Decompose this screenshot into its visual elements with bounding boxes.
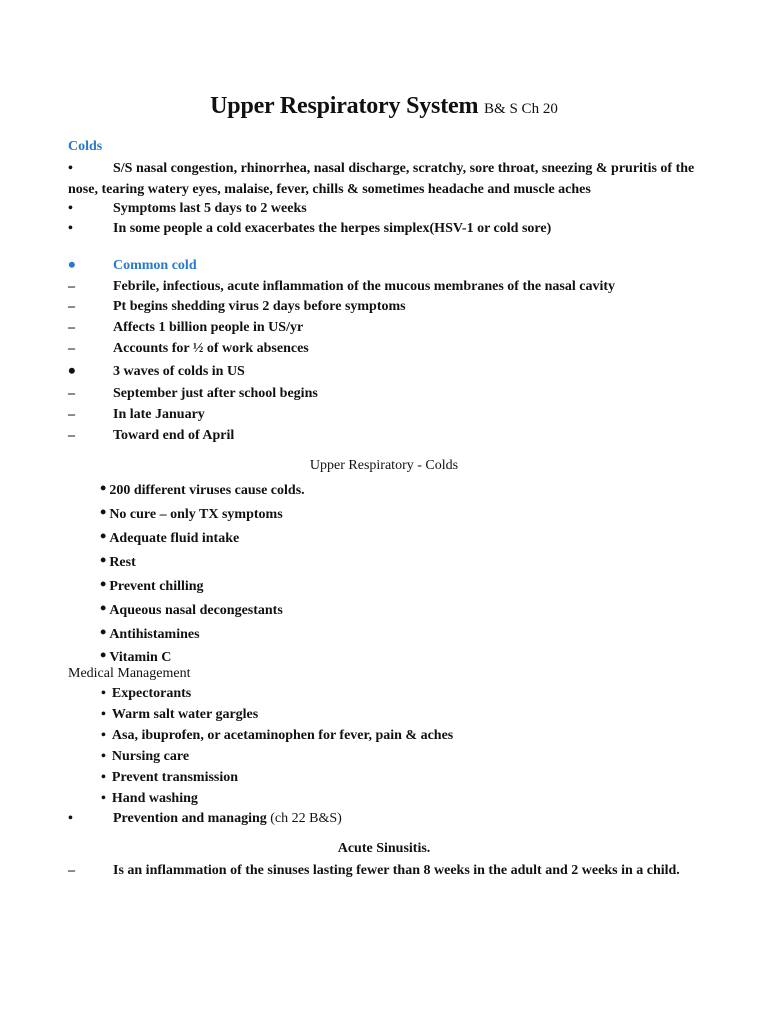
bullet-marker: •	[100, 502, 107, 522]
list-item: • Adequate fluid intake	[100, 526, 240, 546]
dash-marker: –	[68, 320, 75, 335]
list-item: • 200 different viruses cause colds.	[100, 478, 305, 498]
sinusitis-item: – Is an inflammation of the sinuses lasting fewer than 8 weeks in the adult and 2 weeks in a child.	[68, 860, 708, 881]
bullet-marker: •	[100, 478, 107, 498]
bullet-marker: •	[101, 707, 106, 722]
section-heading-upper-respiratory-colds: Upper Respiratory - Colds	[309, 458, 459, 473]
bullet-marker: •	[68, 161, 73, 176]
dash-marker: –	[68, 279, 75, 294]
bullet-marker: •	[68, 358, 76, 383]
dash-marker: –	[68, 407, 75, 422]
bullet-marker: •	[100, 622, 107, 642]
medical-management-heading: Medical Management	[68, 666, 191, 681]
acute-sinusitis-heading: Acute Sinusitis.	[337, 841, 431, 856]
list-item: • Rest	[100, 550, 136, 570]
list-item: • Warm salt water gargles	[101, 707, 259, 722]
bullet-marker: •	[68, 221, 73, 236]
dash-marker: –	[68, 386, 75, 401]
colds-item-1: • S/S nasal congestion, rhinorrhea, nasal discharge, scratchy, sore throat, sneezing & pruritis of the nose, tearing watery eyes, malaise, fever, chills & sometimes headache and muscle aches	[68, 158, 708, 200]
bullet-marker: •	[101, 728, 106, 743]
list-item: • Vitamin C	[100, 645, 172, 665]
list-item: • Nursing care	[101, 749, 190, 764]
colds-heading: Colds	[68, 139, 103, 154]
bullet-marker: •	[100, 598, 107, 618]
bullet-marker: •	[100, 645, 107, 665]
list-item: • Asa, ibuprofen, or acetaminophen for fever, pain & aches	[101, 728, 454, 743]
list-item: • Aqueous nasal decongestants	[100, 598, 283, 618]
bullet-marker: •	[100, 574, 107, 594]
bullet-marker: •	[68, 252, 76, 277]
list-item: • Antihistamines	[100, 622, 200, 642]
page-title	[0, 93, 768, 120]
bullet-marker: •	[101, 686, 106, 701]
dash-marker: –	[68, 863, 75, 878]
dash-marker: –	[68, 341, 75, 356]
list-item: • Expectorants	[101, 686, 192, 701]
bullet-marker: •	[101, 749, 106, 764]
dash-marker: –	[68, 299, 75, 314]
title-main: Upper Respiratory System	[210, 93, 479, 119]
list-item: • No cure – only TX symptoms	[100, 502, 283, 522]
bullet-marker: •	[68, 201, 73, 216]
prevention-reference: (ch 22 B&S)	[270, 811, 342, 826]
list-item: • Prevent chilling	[100, 574, 204, 594]
bullet-marker: •	[101, 770, 106, 785]
bullet-marker: •	[101, 791, 106, 806]
dash-marker: –	[68, 428, 75, 443]
bullet-marker: •	[68, 811, 73, 826]
document-page: Upper Respiratory System B& S Ch 20 Colds • S/S nasal congestion, rhinorrhea, nasal discharge, scratchy, sore throat, sneezing & pruritis of the nose, tearing watery eyes, malaise, fever, chills & sometimes headache and muscle aches • Symptoms last 5 days to 2 weeks • In some people a cold exacerbates the herpes simplex(HSV-1 or cold sore) • Common cold – Febrile, infectious, acute inflammation of the mucous membranes of the nasal cavity – Pt begins shedding virus 2 days before symptoms – Affects 1 billion people in US/yr – Accounts for ½ of work absences • 3 waves of colds in US – September just after school begins – In late January – Toward end of April Upper Respiratory - Colds • 200 different viruses cause colds. • No cure – only TX symptoms • Adequate fluid intake • Rest • Prevent chilling • Aqueous nasal decongestants • Antihistamines • Vitamin C Medical Management • Expectorants • Warm salt water gargles • Asa, ibuprofen, or acetaminophen for fever, pain & aches • Nursing care • Prevent transmission • Hand washing • Prevention and managing (ch 22 B&S) Acute Sinusitis. – Is an inflammation of the sinuses lasting fewer than 8 weeks in the adult and 2 weeks in a child.	[0, 0, 768, 1024]
list-item: • Prevent transmission	[101, 770, 239, 785]
list-item: • Hand washing	[101, 791, 198, 806]
bullet-marker: •	[100, 550, 107, 570]
bullet-marker: •	[100, 526, 107, 546]
title-reference: B& S Ch 20	[484, 101, 558, 117]
